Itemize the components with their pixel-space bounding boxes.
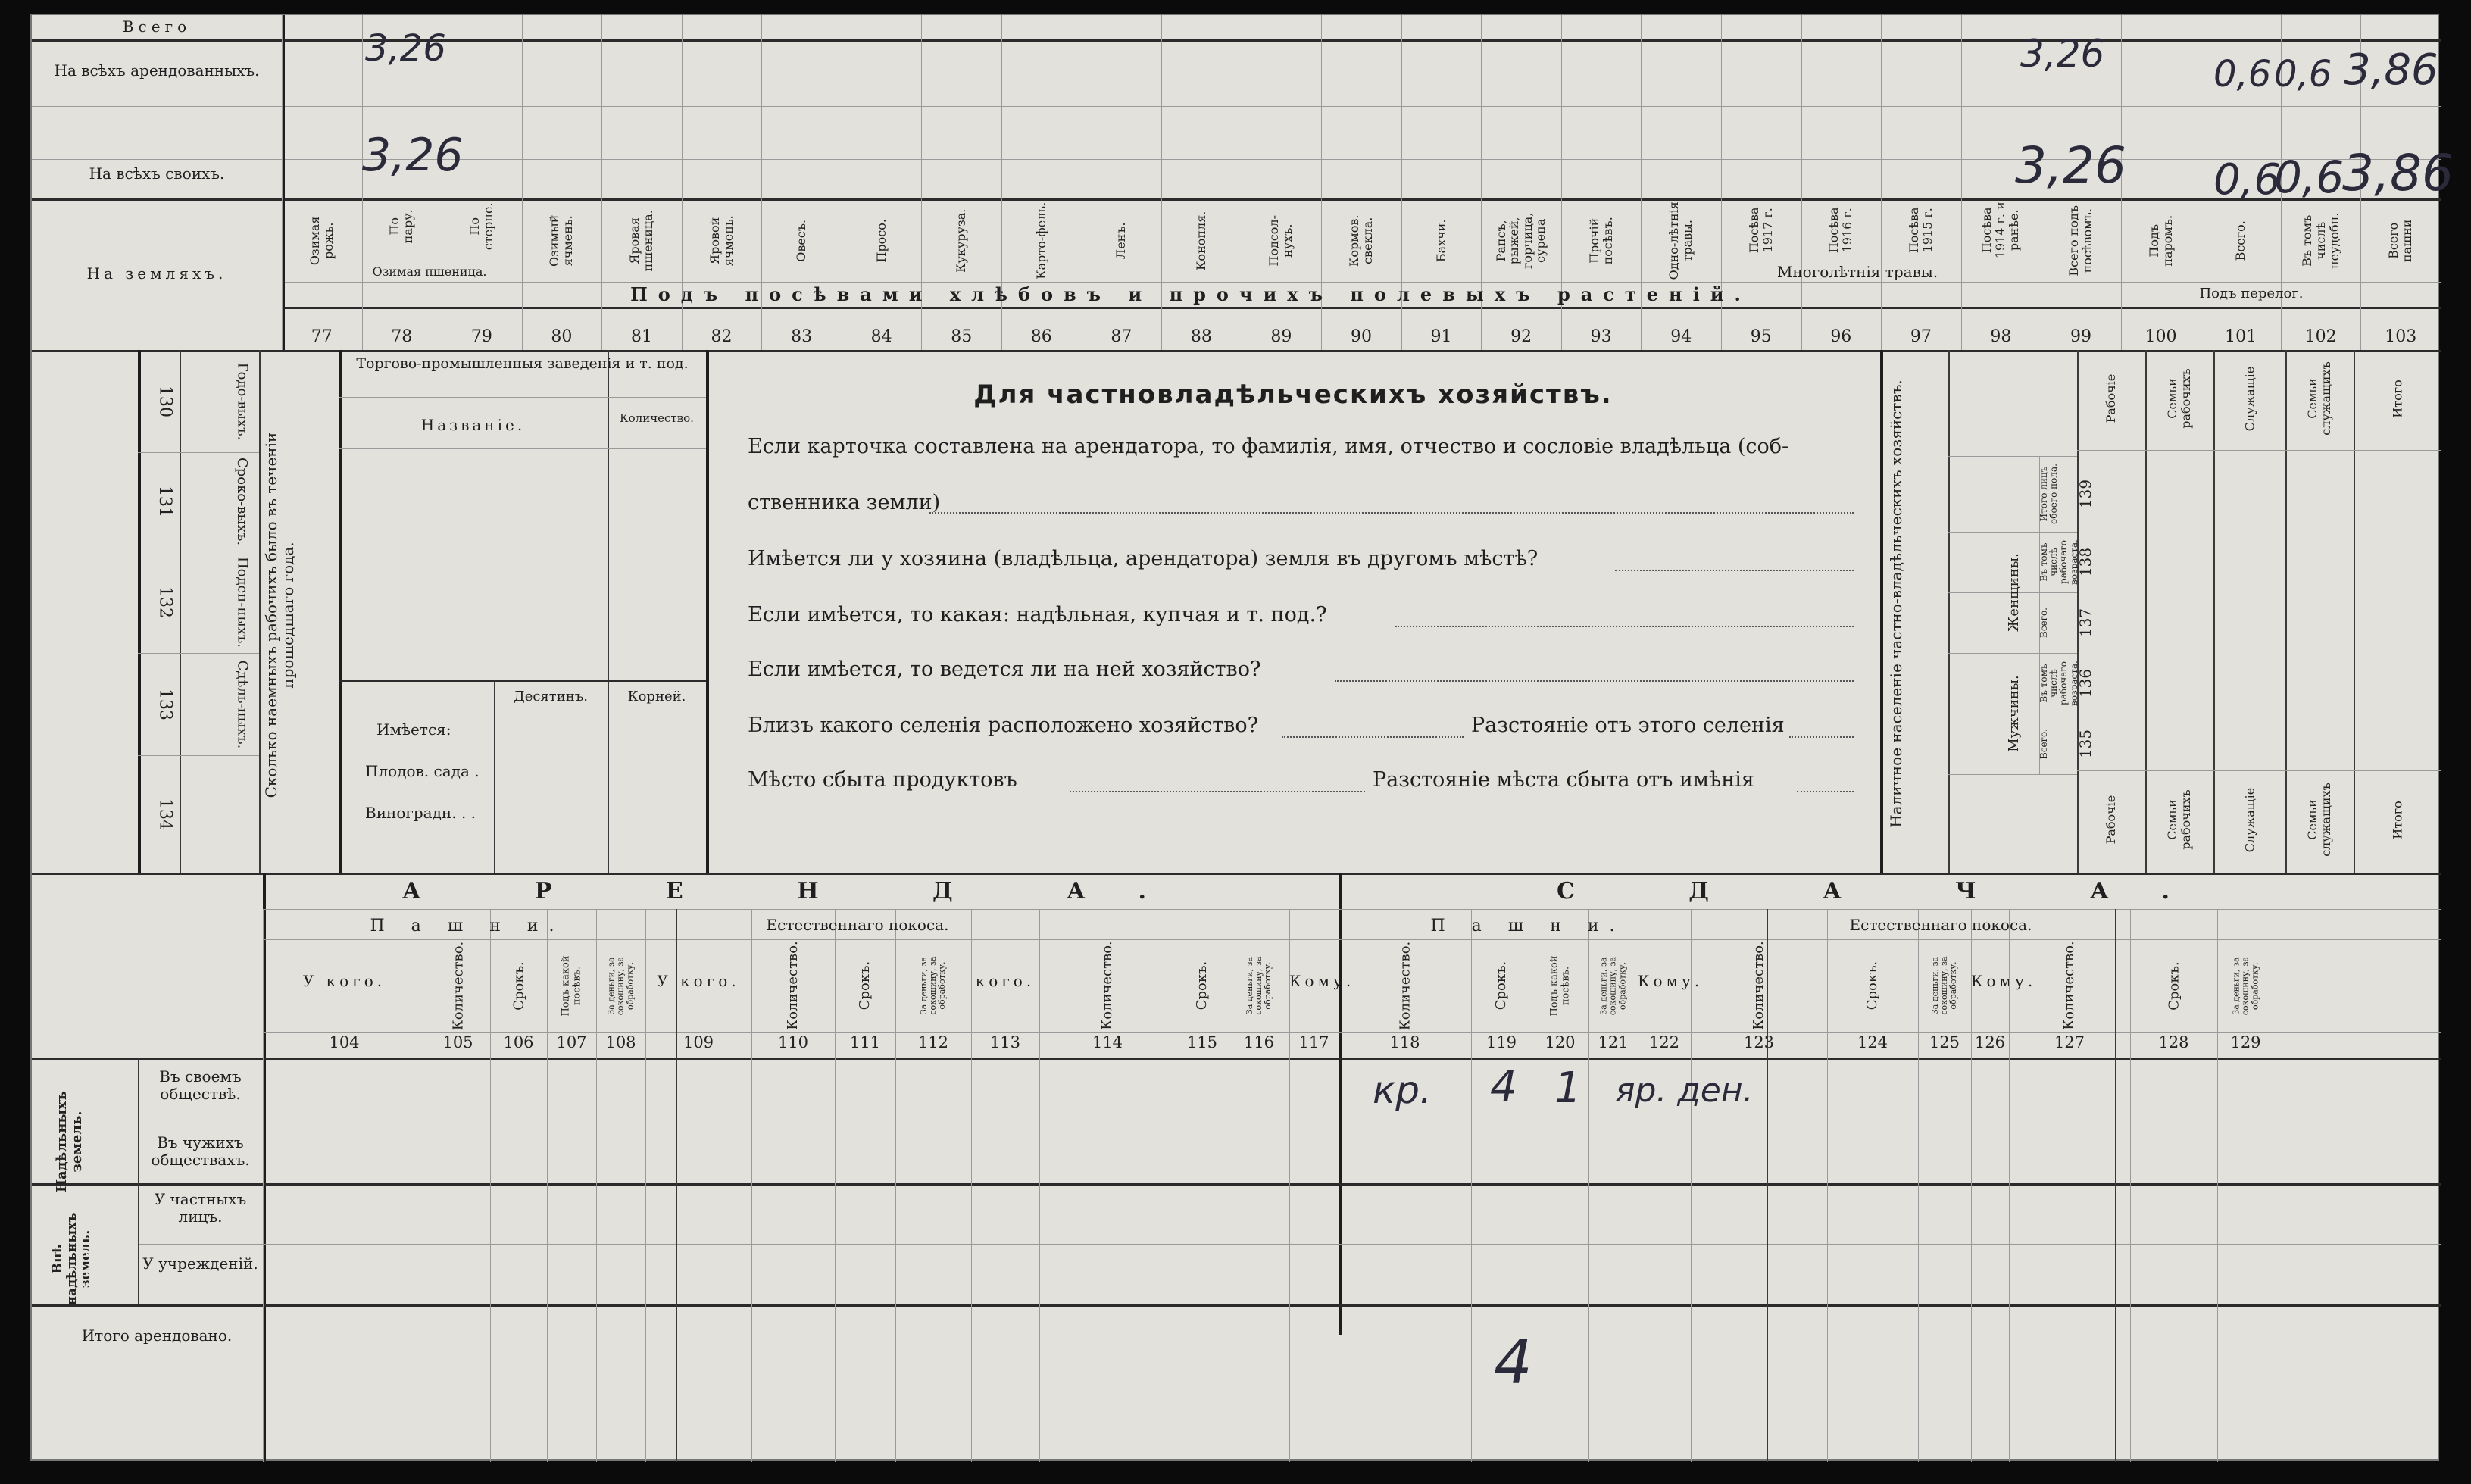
population-row-label: Всего. xyxy=(2038,729,2049,759)
lease-who-header: кого. xyxy=(975,972,1036,990)
trade-header: Торгово-промышленныя заведенія и т. под. xyxy=(356,355,689,372)
crop-col-number: 80 xyxy=(551,327,573,346)
lease-col-number: 118 xyxy=(1389,1033,1420,1051)
population-row-number: 135 xyxy=(2076,729,2095,759)
lease-col-line xyxy=(835,909,836,1462)
row-chastnyh-label: У частныхъ лицъ. xyxy=(154,1190,247,1226)
crop-col-label: Всего пашни xyxy=(2386,219,2415,263)
question-1a: Если карточка составлена на арендатора, то фамилія, имя, отчество и сословіе владѣльца (соб- xyxy=(748,435,1789,458)
hired-col-label: Сроко-выхъ. xyxy=(234,457,250,546)
korney-col: Корней. xyxy=(627,689,686,705)
census-card xyxy=(30,14,2454,1461)
crop-col-label: Просо. xyxy=(873,219,889,263)
lease-col-number: 128 xyxy=(2158,1033,2189,1051)
lease-col-number: 114 xyxy=(1092,1033,1123,1051)
lease-col-number: 125 xyxy=(1929,1033,1960,1051)
lease-col-header: Срокъ. xyxy=(857,961,873,1011)
crop-col-label: Яровой ячмень. xyxy=(707,215,736,267)
crop-col-label: Карто-фель. xyxy=(1033,202,1048,280)
skolko-label: Сколько наемныхъ рабочихъ было въ теченіи прошедшаго года. xyxy=(262,432,297,798)
lease-col-line xyxy=(1039,909,1040,1462)
staff-col-footer: Рабочіе xyxy=(2104,795,2119,845)
population-row-label: Въ томъ числѣ рабочаго возраста. xyxy=(2038,661,2079,706)
itogo-arendovano-label: Итого арендовано. xyxy=(81,1326,233,1345)
crop-col-label: Конопля. xyxy=(1194,211,1209,271)
population-row-label: Всего. xyxy=(2038,608,2049,638)
lease-col-line xyxy=(2130,909,2131,1462)
crop-col-number: 77 xyxy=(311,327,333,346)
lease-col-number: 126 xyxy=(1974,1033,2006,1051)
crop-col-number: 96 xyxy=(1830,327,1852,346)
lease-col-header: Количество. xyxy=(2061,941,2078,1030)
hired-col-number: 131 xyxy=(155,486,174,517)
lease-col-line xyxy=(1289,909,1290,1462)
desyatin-col: Десятинъ. xyxy=(514,689,588,705)
lease-col-number: 122 xyxy=(1648,1033,1680,1051)
lease-group-line xyxy=(676,909,677,1462)
lease-col-line xyxy=(547,909,548,1462)
lease-who-header: Кому. xyxy=(1638,972,1704,990)
question-4: Если имѣется, то ведется ли на ней хозяйство? xyxy=(748,658,1261,681)
lease-group-line xyxy=(2115,909,2116,1462)
staff-col-footer: Семьи рабочихъ xyxy=(2165,789,2193,850)
pod-posevami-banner: Подъ посѣвами хлѣбовъ и прочихъ полевыхъ растеній. xyxy=(630,283,1751,305)
hw-svoih-99: 3,26 xyxy=(2015,136,2126,195)
question-1b: ственника земли) xyxy=(748,491,941,514)
zhenshchiny-label: Женщины. xyxy=(2006,553,2022,632)
hw-row119: 1 xyxy=(1554,1064,1582,1113)
lease-col-number: 120 xyxy=(1545,1033,1576,1051)
question-6a: Мѣсто сбыта продуктовъ xyxy=(748,768,1017,792)
hired-col-number: 130 xyxy=(155,385,174,417)
lease-col-line xyxy=(263,909,264,1462)
staff-col-header: Семьи рабочихъ xyxy=(2165,368,2193,429)
crop-col-label: Въ томъ числѣ неудобн. xyxy=(2300,212,2341,270)
lease-col-line xyxy=(1971,909,1972,1462)
lease-col-header: Количество. xyxy=(785,941,801,1030)
lease-col-number: 127 xyxy=(2054,1033,2085,1051)
crop-col-number: 100 xyxy=(2145,327,2177,346)
crop-col-number: 78 xyxy=(391,327,413,346)
lease-who-header: Кому. xyxy=(1289,972,1355,990)
population-row-number: 136 xyxy=(2076,668,2095,698)
hw-svoih-103: 3,86 xyxy=(2342,144,2454,202)
question-2: Имѣется ли у хозяина (владѣльца, арендатора) земля въ другомъ мѣстѣ? xyxy=(748,547,1539,570)
lease-who-header: Кому. xyxy=(1971,972,2037,990)
private-title: Для частновладѣльческихъ хозяйствъ. xyxy=(973,380,1613,410)
hw-arend-103: 3,86 xyxy=(2344,45,2438,95)
lease-col-number: 124 xyxy=(1857,1033,1888,1051)
crop-col-label: Ленъ. xyxy=(1114,222,1129,260)
hw-svoih-101: 0,6 xyxy=(2213,155,2282,205)
crop-col-number: 85 xyxy=(951,327,973,346)
crop-col-number: 95 xyxy=(1750,327,1772,346)
trade-qty-col: Количество. xyxy=(620,411,694,425)
lease-table xyxy=(32,873,2441,1462)
lease-col-header: За деньги, за сокошину, за обработку. xyxy=(2231,956,2260,1015)
lease-col-line xyxy=(596,909,597,1462)
lease-col-header: Срокъ. xyxy=(1194,961,1211,1011)
lease-who-header: У кого. xyxy=(657,972,740,990)
vinograd-label: Виноградн. . . xyxy=(365,804,476,822)
lease-col-header: Количество. xyxy=(1099,941,1116,1030)
crop-col-number: 102 xyxy=(2304,327,2337,346)
crop-col-number: 103 xyxy=(2385,327,2417,346)
hired-col-number: 133 xyxy=(155,688,174,720)
lease-col-line xyxy=(895,909,896,1462)
crop-col-number: 93 xyxy=(1590,327,1612,346)
crop-col-label: Посѣва 1914 г. и ранѣе. xyxy=(1980,202,2022,259)
lease-col-line xyxy=(1827,909,1828,1462)
top-crops-table xyxy=(32,15,2454,356)
lease-col-line xyxy=(490,909,491,1462)
lease-col-number: 108 xyxy=(605,1033,636,1051)
staff-col-header: Рабочіе xyxy=(2104,373,2119,423)
hw-itogo118: 4 xyxy=(1494,1327,1532,1398)
crop-col-label: Подсол-нухъ. xyxy=(1267,215,1295,267)
crop-col-label: Бахчи. xyxy=(1433,219,1448,263)
lease-col-line xyxy=(1691,909,1692,1462)
hw-row117: кр. xyxy=(1373,1068,1432,1112)
na-zemlyah-label: На земляхъ. xyxy=(86,264,227,283)
hw-row120: яр. ден. xyxy=(1615,1071,1754,1110)
staff-col-header: Служащіе xyxy=(2241,366,2257,431)
lease-col-line xyxy=(751,909,752,1462)
arenda-pashni-label: П а ш н и. xyxy=(370,917,565,936)
hw-row118: 4 xyxy=(1490,1062,1517,1111)
muzhchiny-label: Мужчины. xyxy=(2006,675,2022,752)
lease-who-header: У кого. xyxy=(302,972,386,990)
crop-col-number: 97 xyxy=(1910,327,1932,346)
crop-col-label: Одно-лѣтнія травы. xyxy=(1667,202,1695,280)
crop-col-number: 82 xyxy=(711,327,733,346)
crop-col-number: 94 xyxy=(1670,327,1692,346)
lease-col-number: 106 xyxy=(503,1033,534,1051)
crop-col-number: 87 xyxy=(1111,327,1132,346)
crop-col-label: По стерне. xyxy=(467,202,495,251)
svoih-label: На всѣхъ своихъ. xyxy=(89,164,225,183)
lease-col-header: Срокъ. xyxy=(1864,961,1881,1011)
hired-col-number: 132 xyxy=(155,586,174,618)
lease-col-header: За деньги, за сокошину, за обработку. xyxy=(606,956,635,1015)
row-svoem-label: Въ своемъ обществѣ. xyxy=(159,1067,242,1103)
lease-col-number: 105 xyxy=(442,1033,473,1051)
middle-section xyxy=(32,350,2441,873)
crop-col-number: 86 xyxy=(1030,327,1052,346)
hw-arend-102: 0,6 xyxy=(2274,53,2332,95)
crop-col-number: 98 xyxy=(1990,327,2012,346)
crop-col-number: 81 xyxy=(630,327,652,346)
lease-col-number: 116 xyxy=(1243,1033,1275,1051)
lease-col-header: Количество. xyxy=(1396,941,1413,1030)
hw-svoih-102: 0,6 xyxy=(2274,152,2344,203)
question-5a: Близъ какого селенія расположено хозяйство? xyxy=(748,714,1259,737)
arenda-banner: А Р Е Н Д А. xyxy=(402,878,1199,904)
row-uchrezhd-label: У учрежденій. xyxy=(142,1254,258,1273)
lease-col-line xyxy=(2217,909,2218,1462)
hw-arend-101: 0,6 xyxy=(2213,53,2272,95)
hired-col-label: Годо-выхъ. xyxy=(234,362,250,440)
population-side-label: Наличное населеніе частно-владѣльческихъ хозяйствъ. xyxy=(1887,380,1905,828)
crop-col-label: Всего подъ посѣвомъ. xyxy=(2066,205,2095,276)
crop-col-number: 90 xyxy=(1350,327,1372,346)
lease-col-line xyxy=(2009,909,2010,1462)
crop-col-label: Озимый ячмень. xyxy=(547,214,576,267)
population-row-number: 138 xyxy=(2076,547,2095,577)
vne-nadelnyh-group: Внѣ надѣльныхъ земель. xyxy=(50,1212,94,1306)
hw-vsego-99: 3,26 xyxy=(2020,32,2105,76)
lease-col-line xyxy=(1471,909,1472,1462)
crop-col-label: Кукуруза. xyxy=(954,208,969,273)
crop-col-label: Овесъ. xyxy=(794,220,809,262)
lease-col-header: Количество. xyxy=(449,941,466,1030)
lease-col-number: 104 xyxy=(329,1033,360,1051)
lease-col-header: За деньги, за сокошину, за обработку. xyxy=(1598,956,1627,1015)
pod-perelog-label: Подъ перелог. xyxy=(2199,286,2304,301)
crop-col-label: Кормов. свекла. xyxy=(1347,214,1375,267)
crop-col-label: Рапсъ, рыжей, горчица, сурепа xyxy=(1493,212,1548,270)
lease-col-header: За деньги, за сокошину, за обработку. xyxy=(918,956,948,1015)
lease-col-number: 109 xyxy=(683,1033,714,1051)
hired-col-label: Поден-ныхъ. xyxy=(234,556,250,648)
hw-vsego-77: 3,26 xyxy=(365,27,446,70)
staff-col-header: Семьи служащихъ xyxy=(2305,361,2333,436)
lease-col-header: Количество. xyxy=(1751,941,1767,1030)
lease-col-line xyxy=(1588,909,1589,1462)
lease-col-header: Срокъ. xyxy=(1493,961,1510,1011)
sdacha-pokos-label: Естественнаго покоса. xyxy=(1849,916,2032,934)
crop-col-label: По пару. xyxy=(387,209,416,244)
crop-col-number: 89 xyxy=(1270,327,1292,346)
crop-col-number: 99 xyxy=(2070,327,2091,346)
plodov-sad-label: Плодов. сада . xyxy=(365,762,480,780)
arend-label: На всѣхъ арендованныхъ. xyxy=(54,61,260,80)
lease-col-number: 117 xyxy=(1298,1033,1329,1051)
trade-name-col: Названіе. xyxy=(420,416,526,434)
lease-col-header: За деньги, за сокошину, за обработку. xyxy=(1244,956,1273,1015)
nadelnyh-group: Надѣльныхъ земель. xyxy=(54,1091,85,1192)
question-5b: Разстояніе отъ этого селенія xyxy=(1471,714,1785,737)
population-row-number: 139 xyxy=(2076,479,2095,509)
hired-col-label: Сдѣль-ныхъ. xyxy=(234,660,250,748)
lease-col-header: За деньги, за сокошину, за обработку. xyxy=(1929,956,1959,1015)
lease-col-line xyxy=(645,909,646,1462)
staff-col-header: Итого xyxy=(2389,379,2404,418)
lease-col-line xyxy=(1918,909,1919,1462)
question-6b: Разстояніе мѣста сбыта отъ имѣнія xyxy=(1373,768,1754,792)
crop-col-label: Озимая рожь. xyxy=(308,216,336,266)
population-row-label: Въ томъ числѣ рабочаго возраста. xyxy=(2038,539,2079,585)
lease-col-header: Срокъ. xyxy=(2165,961,2182,1011)
sdacha-banner: С Д А Ч А. xyxy=(1556,878,2223,904)
hw-svoih-77: 3,26 xyxy=(362,129,464,182)
hired-col-number: 134 xyxy=(155,798,174,830)
crop-col-label: Прочій посѣвъ. xyxy=(1587,217,1615,265)
crop-col-label: Посѣва 1915 г. xyxy=(1907,207,1935,254)
crop-col-number: 88 xyxy=(1190,327,1212,346)
population-row-label: Итого лицъ обоего пола. xyxy=(2038,464,2060,524)
staff-col-footer: Семьи служащихъ xyxy=(2305,783,2333,857)
lease-col-number: 112 xyxy=(917,1033,949,1051)
lease-col-number: 115 xyxy=(1186,1033,1218,1051)
lease-col-number: 107 xyxy=(556,1033,587,1051)
lease-col-number: 119 xyxy=(1485,1033,1517,1051)
crop-col-number: 101 xyxy=(2225,327,2257,346)
lease-col-number: 121 xyxy=(1598,1033,1629,1051)
crop-col-number: 79 xyxy=(470,327,492,346)
ozimaya-pshenitsa-label: Озимая пшеница. xyxy=(372,264,487,279)
lease-col-header: Срокъ. xyxy=(510,961,526,1011)
lease-col-number: 123 xyxy=(1743,1033,1775,1051)
population-row-number: 137 xyxy=(2076,608,2095,638)
imeetsya-label: Имѣется: xyxy=(376,720,451,739)
crop-col-label: Посѣва 1916 г. xyxy=(1826,207,1855,254)
sdacha-pashni-label: П а ш н и. xyxy=(1430,917,1626,936)
lease-col-header: Подъ какой посѣвъ. xyxy=(1548,954,1571,1017)
crop-col-number: 83 xyxy=(791,327,813,346)
crop-col-number: 91 xyxy=(1430,327,1452,346)
crop-col-number: 92 xyxy=(1510,327,1532,346)
crop-col-label: Яровая пшеница. xyxy=(627,210,655,272)
crop-col-label: Всего. xyxy=(2233,220,2248,261)
row-chuzhih-label: Въ чужихъ обществахъ. xyxy=(151,1133,250,1169)
mnogoletnie-label: Многолѣтнія травы. xyxy=(1776,263,1938,281)
lease-col-number: 111 xyxy=(849,1033,881,1051)
lease-col-number: 110 xyxy=(777,1033,809,1051)
lease-col-line xyxy=(971,909,972,1462)
staff-col-footer: Служащіе xyxy=(2241,787,2257,852)
lease-col-header: Подъ какой посѣвъ. xyxy=(560,954,583,1017)
lease-col-number: 113 xyxy=(989,1033,1021,1051)
crop-col-label: Посѣва 1917 г. xyxy=(1747,207,1775,254)
lease-group-line xyxy=(1767,909,1768,1462)
lease-col-number: 129 xyxy=(2230,1033,2261,1051)
question-3: Если имѣется, то какая: надѣльная, купчая и т. под.? xyxy=(748,603,1327,626)
staff-col-footer: Итого xyxy=(2389,800,2404,839)
arenda-pokos-label: Естественнаго покоса. xyxy=(766,916,949,934)
crop-col-number: 84 xyxy=(870,327,892,346)
vsego-label: Всего xyxy=(122,17,192,36)
crop-col-label: Подъ паромъ. xyxy=(2146,215,2175,267)
